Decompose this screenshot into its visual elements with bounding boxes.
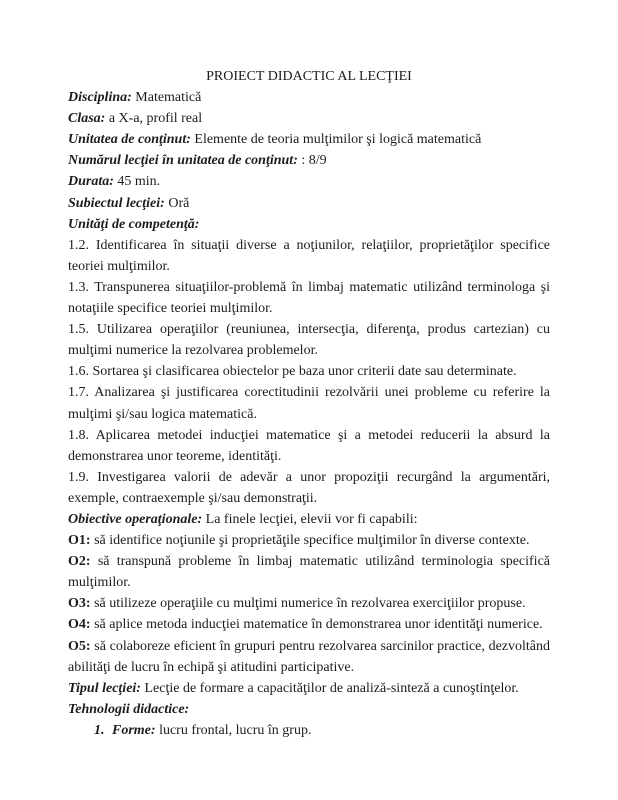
objectives-intro-text: La finele lecţiei, elevii vor fi capabili: — [205, 511, 418, 527]
list-item-text: lucru frontal, lucru în grup. — [159, 722, 312, 738]
objective-label: O4: — [68, 617, 91, 633]
list-item-number: 1. — [94, 722, 105, 738]
objective-o4 — [68, 614, 550, 635]
field-subiectul-lectiei — [68, 193, 550, 214]
forms-list-item — [68, 720, 550, 741]
objective-label: O1: — [68, 533, 91, 549]
field-value: a X-a, profil real — [108, 111, 203, 127]
competency-1-7: 1.7. Analizarea şi justificarea corectitudinii rezolvării unei probleme cu referire la mulţimi şi/sau logica matematică. — [68, 385, 550, 422]
objective-label: O5: — [68, 638, 91, 654]
objective-label: O3: — [68, 596, 91, 612]
objectives-intro-label: Obiective operaţionale: — [68, 511, 203, 527]
objective-label: O2: — [68, 554, 91, 570]
objective-text: să aplice metoda inducţiei matematice în demonstrarea unor identităţi numerice. — [94, 617, 543, 633]
field-label: Durata: — [68, 174, 114, 190]
field-value: 45 min. — [117, 174, 161, 190]
competency-1-8: 1.8. Aplicarea metodei inducţiei matematice şi a metodei reducerii la absurd la demonstrarea unor teoreme, identităţi. — [68, 427, 550, 464]
competency-units-heading — [68, 214, 550, 235]
competency-1-6: 1.6. Sortarea şi clasificarea obiectelor pe baza unor criterii date sau determinate. — [68, 364, 517, 380]
objective-text: să utilizeze operaţiile cu mulţimi numerice în rezolvarea exerciţiilor propuse. — [94, 596, 526, 612]
objective-o1 — [68, 530, 550, 551]
lesson-type-label: Tipul lecţiei: — [68, 680, 141, 696]
objective-o5 — [68, 636, 550, 678]
field-unitatea-de-continut — [68, 129, 550, 150]
objective-text: să transpună probleme în limbaj matematic utilizând terminologia specifică mulţimilor. — [68, 554, 550, 591]
field-label: Disciplina: — [68, 90, 132, 106]
field-value: Oră — [168, 195, 190, 211]
objective-o3 — [68, 593, 550, 614]
field-value: : 8/9 — [301, 153, 327, 169]
field-value: Matematică — [135, 90, 202, 106]
operational-objectives-intro — [68, 509, 550, 530]
heading-label: Unităţi de competenţă: — [68, 216, 200, 232]
field-durata — [68, 171, 550, 192]
field-disciplina — [68, 87, 550, 108]
objective-o2 — [68, 551, 550, 593]
didactic-technologies-heading — [68, 699, 550, 720]
competency-1-2: 1.2. Identificarea în situaţii diverse a noţiunilor, relaţiilor, proprietăţilor specifice teoriei mulţimilor. — [68, 237, 550, 274]
competency-1-5: 1.5. Utilizarea operaţiilor (reuniunea, intersecţia, diferenţa, produs cartezian) cu mulţimi numerice la rezolvarea problemelor. — [68, 322, 550, 359]
lesson-type-line — [68, 678, 550, 699]
list-item-label: Forme: — [112, 722, 156, 738]
heading-label: Tehnologii didactice: — [68, 701, 190, 717]
field-label: Clasa: — [68, 111, 106, 127]
field-numarul-lectiei — [68, 150, 550, 171]
objective-text: să colaboreze eficient în grupuri pentru rezolvarea sarcinilor practice, dezvoltând abilităţi de lucru în echipă şi atitudini participative. — [68, 638, 551, 675]
competency-1-3: 1.3. Transpunerea situaţiilor-problemă în limbaj matematic utilizând terminologa şi notaţiile specifice teoriei mulţimilor. — [68, 279, 550, 317]
lesson-type-text: Lecţie de formare a capacităţilor de analiză-sinteză a cunoştinţelor. — [144, 680, 519, 696]
competency-1-9: 1.9. Investigarea valorii de adevăr a unor propoziţii recurgând la argumentări, exemple, contraexemple şi/sau demonstraţii. — [68, 469, 550, 506]
field-value: Elemente de teoria mulţimilor şi logică matematică — [194, 132, 482, 148]
objective-text: să identifice noţiunile şi proprietăţile specifice mulţimilor în diverse contexte. — [94, 533, 530, 549]
field-label: Subiectul lecţiei: — [68, 195, 165, 211]
document-title: PROIECT DIDACTIC AL LECŢIEI — [206, 69, 412, 84]
field-clasa — [68, 108, 550, 129]
field-label: Numărul lecţiei în unitatea de conţinut: — [68, 153, 298, 169]
field-label: Unitatea de conţinut: — [68, 132, 191, 148]
